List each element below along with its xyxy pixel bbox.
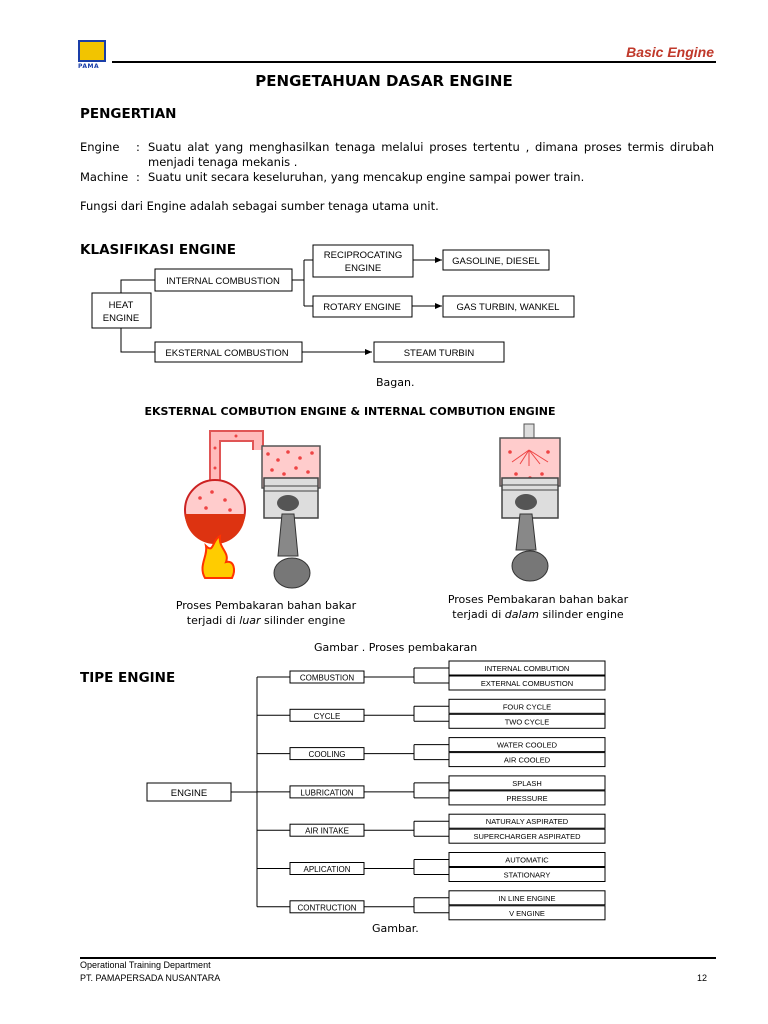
klasifikasi-heading: KLASIFIKASI ENGINE [80, 242, 237, 258]
klasifikasi-diagram [0, 236, 768, 376]
external-combustion-illustration [170, 428, 340, 596]
definition-line: Suatu alat yang menghasilkan tenaga melalui proses tertentu , dimana proses termis dirubah [148, 140, 714, 154]
tipe-option-label: V ENGINE [509, 908, 545, 918]
heat-engine-label: HEAT [108, 300, 134, 311]
footer-department: Operational Training Department [80, 960, 211, 970]
connecting-rod-icon [516, 514, 536, 550]
internal-combustion-illustration [490, 422, 590, 592]
tipe-category-label: LUBRICATION [300, 788, 354, 798]
tipe-category-label: CYCLE [313, 711, 341, 721]
page-number: 12 [697, 973, 708, 983]
tipe-option-label: FOUR CYCLE [502, 702, 552, 712]
tipe-option-label: PRESSURE [506, 793, 548, 803]
page-title: PENGETAHUAN DASAR ENGINE [255, 72, 513, 90]
definition-colon: : [136, 140, 140, 154]
reciprocating-label: RECIPROCATING [323, 250, 403, 261]
proses-caption: Gambar . Proses pembakaran [314, 641, 478, 654]
definitions [80, 140, 714, 185]
caption-line: Proses Pembakaran bahan bakar [175, 599, 357, 612]
header-title: Basic Engine [626, 44, 714, 60]
definition-term: Machine [80, 170, 129, 184]
engine-root-label: ENGINE [170, 788, 208, 799]
definition-engine [80, 140, 714, 170]
caption-text: terjadi di [186, 614, 240, 627]
tipe-category-label: COOLING [308, 750, 346, 760]
definition-colon: : [136, 170, 140, 184]
rotary-label: ROTARY ENGINE [323, 302, 401, 313]
caption-text: terjadi di [452, 608, 505, 621]
steam-label: STEAM TURBIN [403, 348, 475, 359]
internal-label: INTERNAL COMBUSTION [166, 276, 280, 287]
caption-text: silinder engine [539, 608, 624, 621]
tipe-category-label: CONTRUCTION [297, 903, 357, 913]
tipe-option-label: STATIONARY [503, 870, 551, 880]
gasoline-label: GASOLINE, DIESEL [452, 256, 540, 267]
logo-icon [78, 40, 106, 62]
tipe-option-label: INTERNAL COMBUTION [484, 664, 570, 673]
external-caption [166, 598, 366, 628]
caption-line [166, 613, 366, 628]
tipe-option-label: WATER COOLED [496, 740, 558, 750]
header-divider [112, 61, 716, 63]
tipe-option-label: EXTERNAL COMBUSTION [480, 679, 574, 688]
tipe-engine-diagram [0, 655, 768, 925]
tipe-category-label: APLICATION [303, 865, 351, 874]
caption-emphasis: dalam [504, 608, 540, 621]
definition-machine [80, 170, 714, 185]
company-logo [78, 40, 108, 72]
definition-line: menjadi tenaga mekanis . [148, 155, 298, 169]
caption-text: silinder engine [260, 614, 346, 627]
tipe-category-label: AIR INTAKE [305, 826, 349, 836]
tipe-caption: Gambar. [372, 922, 419, 935]
tipe-option-label: TWO CYCLE [504, 717, 550, 727]
caption-line: Proses Pembakaran bahan bakar [447, 593, 629, 606]
reciprocating-label: ENGINE [344, 263, 382, 274]
connecting-rod-icon [278, 514, 298, 556]
tipe-option-label: NATURALY ASPIRATED [485, 817, 569, 827]
bagan-caption: Bagan. [376, 376, 415, 389]
tipe-option-label: SPLASH [512, 778, 542, 788]
definition-text [148, 140, 714, 170]
definition-term: Engine [80, 140, 120, 154]
footer-divider [80, 957, 716, 959]
tipe-category-label: COMBUSTION [299, 673, 355, 683]
pengertian-heading: PENGERTIAN [80, 106, 177, 122]
tipe-option-label: SUPERCHARGER ASPIRATED [473, 832, 581, 842]
tipe-option-label: AIR COOLED [503, 755, 551, 765]
gas-turbin-label: GAS TURBIN, WANKEL [456, 302, 560, 313]
tipe-heading: TIPE ENGINE [80, 670, 176, 686]
caption-emphasis: luar [239, 614, 261, 627]
caption-line [438, 607, 638, 622]
eksternal-label: EKSTERNAL COMBUSTION [165, 348, 289, 359]
tipe-option-label: AUTOMATIC [505, 855, 549, 865]
logo-text: PAMA [78, 63, 100, 70]
combustion-heading: EKSTERNAL COMBUTION ENGINE & INTERNAL COMBUTION ENGINE [144, 405, 556, 418]
footer-company: PT. PAMAPERSADA NUSANTARA [80, 973, 221, 983]
tipe-option-label: IN LINE ENGINE [498, 893, 556, 903]
fungsi-text: Fungsi dari Engine adalah sebagai sumber tenaga utama unit. [80, 199, 439, 213]
definition-text: Suatu unit secara keseluruhan, yang mencakup engine sampai power train. [148, 170, 585, 184]
heat-engine-label: ENGINE [102, 313, 140, 324]
internal-caption [438, 592, 638, 622]
